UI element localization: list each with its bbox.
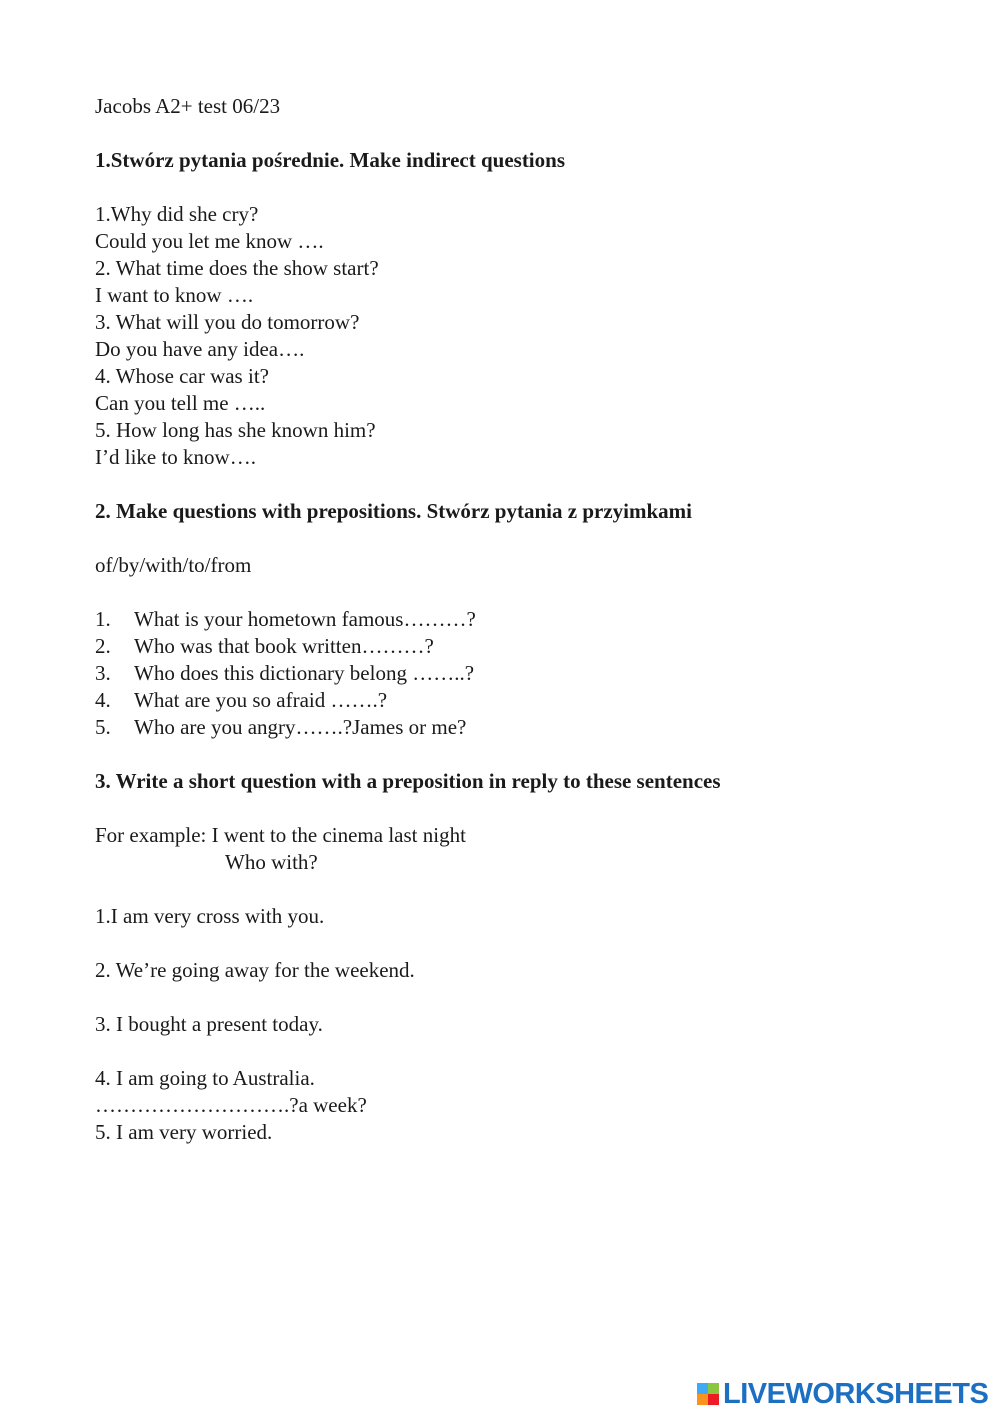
reply-sentence: 1.I am very cross with you. xyxy=(95,904,325,928)
list-item-number: 2. xyxy=(95,634,111,658)
answer-prompt: Can you tell me ….. xyxy=(95,391,266,415)
list-item-text: What are you so afraid …….? xyxy=(134,688,388,712)
answer-prompt: Could you let me know …. xyxy=(95,229,324,253)
reply-sentence: 2. We’re going away for the weekend. xyxy=(95,958,415,982)
section-2-list xyxy=(95,606,955,741)
example-sentence: For example: I went to the cinema last night xyxy=(95,823,466,847)
list-item xyxy=(95,606,955,633)
section-1-questions xyxy=(95,201,955,471)
list-item xyxy=(95,660,955,687)
question-line: 4. Whose car was it? xyxy=(95,364,269,388)
list-item-number: 5. xyxy=(95,715,111,739)
section-1-heading: 1.Stwórz pytania pośrednie. Make indirect questions xyxy=(95,148,565,172)
answer-blank: ……………………….?a week? xyxy=(95,1093,367,1117)
list-item xyxy=(95,714,955,741)
preposition-word-bank: of/by/with/to/from xyxy=(95,553,252,577)
list-item-text: Who was that book written………? xyxy=(134,634,434,658)
question-line: 5. How long has she known him? xyxy=(95,418,376,442)
list-item xyxy=(95,633,955,660)
answer-prompt: I’d like to know…. xyxy=(95,445,256,469)
reply-sentence: 4. I am going to Australia. xyxy=(95,1066,315,1090)
list-item-number: 1. xyxy=(95,607,111,631)
section-2-heading: 2. Make questions with prepositions. Stwórz pytania z przyimkami xyxy=(95,499,692,523)
list-item-text: Who does this dictionary belong ……..? xyxy=(134,661,475,685)
list-item xyxy=(95,687,955,714)
worksheet-page xyxy=(95,93,955,1146)
reply-sentence: 3. I bought a present today. xyxy=(95,1012,323,1036)
liveworksheets-logo xyxy=(697,1378,988,1410)
question-line: 3. What will you do tomorrow? xyxy=(95,310,360,334)
list-item-number: 4. xyxy=(95,688,111,712)
list-item-text: What is your hometown famous………? xyxy=(134,607,476,631)
section-3-heading: 3. Write a short question with a preposition in reply to these sentences xyxy=(95,769,721,793)
document-title: Jacobs A2+ test 06/23 xyxy=(95,94,281,118)
answer-prompt: Do you have any idea…. xyxy=(95,337,305,361)
answer-prompt: I want to know …. xyxy=(95,283,254,307)
list-item-number: 3. xyxy=(95,661,111,685)
list-item-text: Who are you angry…….?James or me? xyxy=(134,715,467,739)
reply-sentence: 5. I am very worried. xyxy=(95,1120,273,1144)
logo-text: LIVEWORKSHEETS xyxy=(723,1378,989,1410)
question-line: 2. What time does the show start? xyxy=(95,256,379,280)
logo-grid-icon xyxy=(697,1383,719,1405)
question-line: 1.Why did she cry? xyxy=(95,202,259,226)
example-answer: Who with? xyxy=(225,850,318,874)
